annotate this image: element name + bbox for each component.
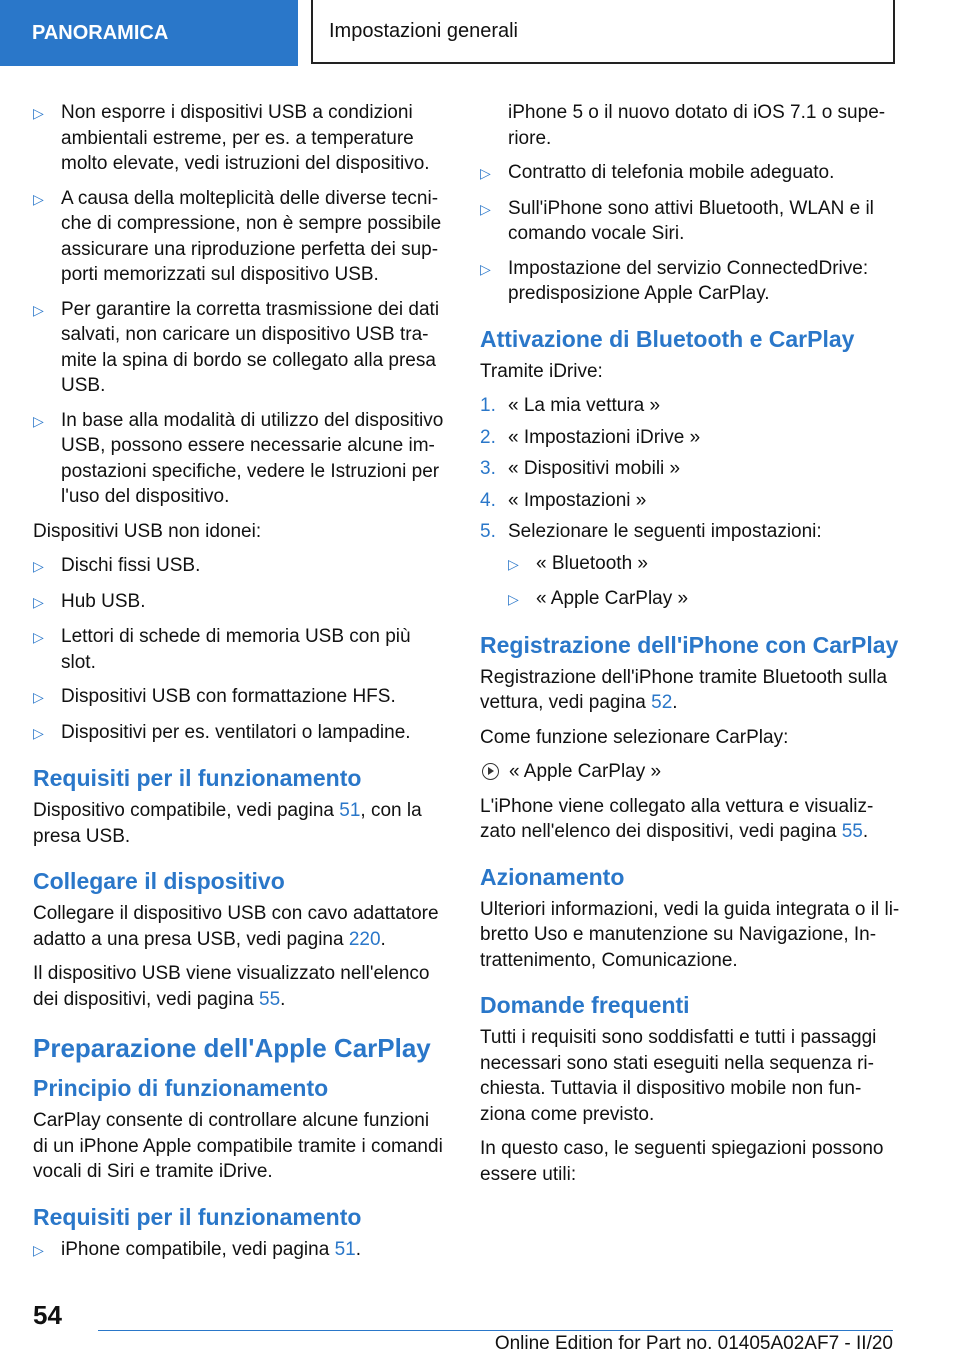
shown-text — [33, 961, 448, 1012]
play-circle-icon — [482, 763, 499, 780]
step-number: 5. — [480, 521, 496, 542]
page-link[interactable]: 55 — [841, 821, 863, 842]
section-tab[interactable] — [0, 0, 298, 66]
text-part: , con la presa USB. — [33, 800, 422, 847]
text-part: Il dispositivo USB viene visualizzato nell'elenco dei dispositivi, vedi pagina — [33, 963, 430, 1010]
list-item — [480, 160, 900, 187]
page-link[interactable]: 52 — [651, 692, 673, 713]
chapter-title-label: Impostazioni generali — [329, 19, 518, 42]
unsuitable-intro: Dispositivi USB non idonei: — [33, 520, 262, 542]
list-item-text: Non esporre i dispositivi USB a condizioni ambientali estreme, per es. a temperature molto elevate, vedi istruzioni del dispositivo. — [61, 102, 430, 174]
triangle-bullet-icon: ▷ — [33, 724, 44, 741]
list-item — [33, 553, 448, 580]
triangle-bullet-icon: ▷ — [33, 558, 44, 574]
list-item-text: Contratto di telefonia mobile adeguato. — [508, 162, 835, 183]
list-item — [33, 624, 448, 675]
page-link[interactable]: 51 — [334, 1238, 356, 1260]
text-part: Dispositivo compatibile, vedi pagina — [33, 800, 340, 821]
faq-text: Tutti i requisiti sono soddisfatti e tutti i passaggi necessari sono stati eseguiti nella sequenza richiesta. Tuttavia il dispositivo mobile non funziona come previsto. — [480, 1027, 877, 1125]
right-column — [480, 100, 900, 1196]
step-number: 3. — [480, 458, 496, 479]
triangle-bullet-icon: ▷ — [33, 301, 44, 318]
list-item-text: Lettori di schede di memoria USB con più slot. — [61, 626, 411, 673]
register-heading: Registrazione dell'iPhone con CarPlay — [480, 631, 899, 658]
list-item-text: « Apple CarPlay » — [536, 588, 689, 609]
select-intro: Come funzione selezionare CarPlay: — [480, 726, 789, 748]
sub-list-item — [480, 586, 900, 613]
step-text: « Dispositivi mobili » — [508, 458, 681, 479]
operation-heading: Azionamento — [480, 863, 625, 890]
triangle-bullet-icon: ▷ — [480, 200, 491, 217]
activation-intro: Tramite iDrive: — [480, 360, 603, 382]
connect-text — [33, 901, 448, 952]
list-item-text — [61, 1237, 448, 1264]
footer-divider — [98, 1330, 893, 1331]
triangle-bullet-icon: ▷ — [508, 555, 519, 572]
activation-heading: Attivazione di Bluetooth e CarPlay — [480, 325, 855, 352]
list-item — [480, 196, 900, 247]
list-item-text: Per garantire la corretta trasmissione dei dati salvati, non caricare un dispositivo USB tramite la spina di bordo se collegato alla presa USB. — [61, 298, 440, 396]
step-item — [480, 456, 900, 482]
step-text: « Impostazioni iDrive » — [508, 426, 701, 448]
register-text — [480, 665, 900, 716]
step-number: 2. — [480, 426, 496, 448]
text-part: . — [380, 928, 386, 950]
list-item-text: Dispositivi USB con formattazione HFS. — [61, 686, 396, 707]
step-item — [480, 393, 900, 419]
step-text: « La mia vettura » — [508, 395, 661, 416]
chapter-title — [311, 0, 895, 64]
text-part: Collegare il dispositivo USB con cavo adattatore adatto a una presa USB, vedi pagina — [33, 903, 439, 950]
triangle-bullet-icon: ▷ — [480, 260, 491, 277]
step-number: 1. — [480, 395, 496, 416]
left-column — [33, 100, 448, 1272]
list-item-text: Dispositivi per es. ventilatori o lampadine. — [61, 721, 411, 743]
faq-text: In questo caso, le seguenti spiegazioni possono essere utili: — [480, 1138, 884, 1185]
list-item-text: In base alla modalità di utilizzo del dispositivo USB, possono essere necessarie alcune impostazioni specifiche, vedere le Istruzioni per l'uso del dispositivo. — [61, 409, 444, 507]
triangle-bullet-icon: ▷ — [33, 593, 44, 610]
text-part: . — [672, 692, 678, 713]
triangle-bullet-icon: ▷ — [33, 105, 44, 121]
text-part: . — [862, 821, 869, 842]
step-item — [480, 488, 900, 514]
triangle-bullet-icon: ▷ — [508, 591, 519, 607]
list-item-text: Dischi fissi USB. — [61, 555, 201, 576]
triangle-bullet-icon: ▷ — [33, 629, 44, 645]
triangle-bullet-icon: ▷ — [33, 1241, 44, 1258]
text-part: . — [280, 988, 286, 1010]
operation-text: Ulteriori informazioni, vedi la guida integrata o il libretto Uso e manutenzione su Navigazione, Intrattenimento, Comunicazione. — [480, 898, 900, 971]
requirements-heading: Requisiti per il funzionamento — [33, 765, 362, 791]
section-tab-label: PANORAMICA — [32, 21, 169, 44]
list-item-text: Sull'iPhone sono attivi Bluetooth, WLAN e il comando vocale Siri. — [508, 197, 874, 244]
step-text: Selezionare le seguenti impostazioni: — [508, 521, 822, 542]
list-item-text: Impostazione del servizio ConnectedDrive: predisposizione Apple CarPlay. — [508, 257, 869, 304]
page-link[interactable]: 51 — [339, 800, 361, 821]
page-number: 54 — [33, 1300, 62, 1330]
list-item — [33, 684, 448, 711]
step-item — [480, 425, 900, 451]
list-item — [33, 186, 448, 288]
list-item — [33, 1237, 448, 1264]
list-item-text: iPhone 5 o il nuovo dotato di iOS 7.1 o superiore. — [508, 102, 886, 149]
list-item — [33, 589, 448, 616]
text-part: iPhone compatibile, vedi pagina — [61, 1238, 335, 1260]
list-item — [33, 297, 448, 399]
text-part: . — [355, 1238, 361, 1260]
list-item-text: « Bluetooth » — [536, 552, 648, 574]
triangle-bullet-icon: ▷ — [33, 190, 44, 207]
connect-heading: Collegare il dispositivo — [33, 868, 285, 894]
step-text: « Impostazioni » — [508, 489, 647, 511]
requirements-text — [33, 798, 448, 849]
carplay-prep-heading: Preparazione dell'Apple CarPlay — [33, 1033, 431, 1063]
list-item — [480, 256, 900, 307]
text-part: Registrazione dell'iPhone tramite Bluetooth sulla vettura, vedi pagina — [480, 666, 888, 713]
select-item-text: « Apple CarPlay » — [509, 761, 662, 782]
text-part: L'iPhone viene collegato alla vettura e visualizzato nell'elenco dei dispositivi, vedi pagina — [480, 795, 874, 842]
page-link[interactable]: 220 — [348, 928, 381, 950]
list-item — [33, 408, 448, 510]
requirements-heading-2: Requisiti per il funzionamento — [33, 1203, 362, 1230]
step-item — [480, 519, 900, 545]
triangle-bullet-icon: ▷ — [33, 412, 44, 429]
step-number: 4. — [480, 489, 496, 511]
list-item-text: A causa della molteplicità delle diverse tecniche di compressione, non è sempre possibile assicurare una riproduzione perfetta dei supporti memorizzati sul dispositivo USB. — [61, 187, 442, 285]
connected-text — [480, 794, 900, 845]
edition-footer: Online Edition for Part no. 01405A02AF7 - II/20 — [494, 1333, 893, 1354]
faq-heading: Domande frequenti — [480, 992, 690, 1018]
page-link[interactable]: 55 — [259, 988, 281, 1010]
sub-list-item — [480, 551, 900, 578]
principle-text: CarPlay consente di controllare alcune funzioni di un iPhone Apple compatibile tramite i comandi vocali di Siri e tramite iDrive. — [33, 1110, 443, 1182]
list-item-continued — [480, 100, 900, 151]
list-item-text: Hub USB. — [61, 590, 146, 612]
list-item — [33, 100, 448, 177]
select-item — [480, 759, 900, 785]
triangle-bullet-icon: ▷ — [480, 165, 491, 181]
list-item — [33, 720, 448, 747]
principle-heading: Principio di funzionamento — [33, 1075, 329, 1101]
triangle-bullet-icon: ▷ — [33, 689, 44, 705]
